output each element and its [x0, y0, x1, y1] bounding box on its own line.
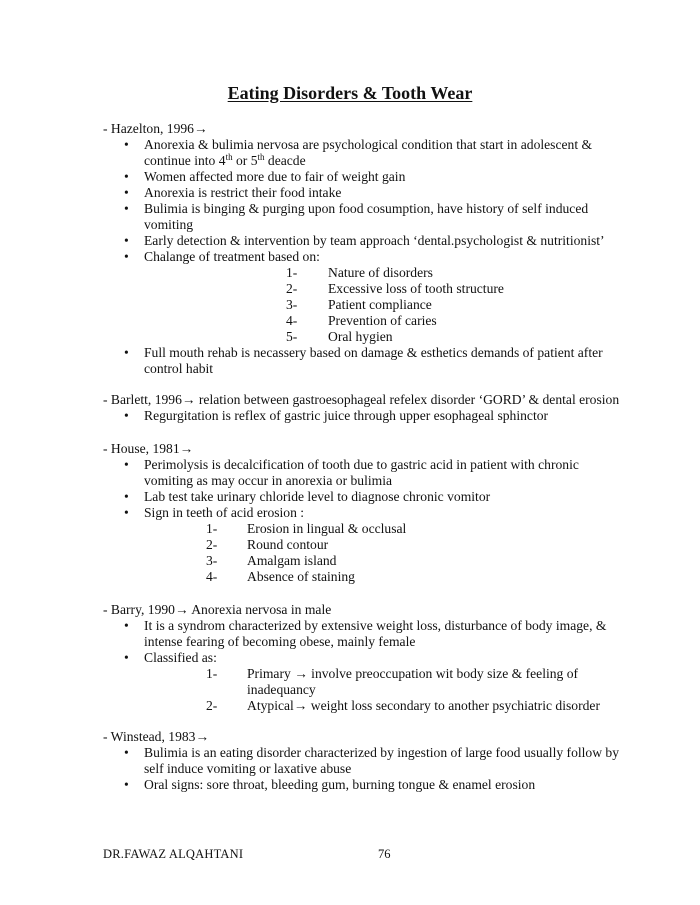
bullet-list	[103, 457, 623, 585]
bullet-item: • Bulimia is an eating disorder characterized by ingestion of large food usually follow by self induce vomiting or laxative abuse	[103, 745, 623, 777]
bullet-item: • It is a syndrom characterized by extensive weight loss, disturbance of body image, & intense fearing of becoming obese, mainly female	[103, 618, 623, 650]
page-number: 76	[378, 847, 391, 861]
bullet-item: • Lab test take urinary chloride level to diagnose chronic vomitor	[103, 489, 623, 505]
bullet-item: • Oral signs: sore throat, bleeding gum, burning tongue & enamel erosion	[103, 777, 623, 793]
bullet-item: • Regurgitation is reflex of gastric juice through upper esophageal sphinctor	[103, 408, 623, 424]
bullet-item: • Early detection & intervention by team approach ‘dental.psychologist & nutritionist’	[103, 233, 623, 249]
bullet-item: • Full mouth rehab is necassery based on damage & esthetics demands of patient after control habit	[103, 345, 623, 377]
numbered-item: 2- Excessive loss of tooth structure	[286, 281, 504, 296]
section-house	[103, 441, 623, 585]
numbered-item: 3- Patient compliance	[286, 297, 432, 312]
numbered-item: 1- Nature of disorders	[286, 265, 433, 280]
section-winstead	[103, 729, 623, 793]
section-heading: - Barlett, 1996→ relation between gastroesophageal refelex disorder ‘GORD’ & dental erosion	[103, 392, 620, 407]
numbered-item: 1- Erosion in lingual & occlusal	[206, 521, 407, 536]
page-body	[103, 121, 623, 808]
numbered-item: 2- Round contour	[206, 537, 329, 552]
numbered-item: 3- Amalgam island	[206, 553, 337, 568]
section-barlett	[103, 392, 623, 424]
bullet-item: • Chalange of treatment based on: 1- Nature of disorders 2- Excessive loss of tooth structure 3- Patient compliance 4- Prevention of caries 5- Oral hygien	[103, 249, 623, 345]
bullet-item: • Perimolysis is decalcification of tooth due to gastric acid in patient with chronic vomiting as may occur in anorexia or bulimia	[103, 457, 623, 489]
numbered-item: 4- Absence of staining	[206, 569, 355, 584]
numbered-item: 2- Atypical→ weight loss secondary to another psychiatric disorder	[206, 698, 600, 713]
numbered-list	[144, 265, 623, 345]
numbered-list	[144, 666, 623, 714]
bullet-item: • Classified as: 1- Primary → involve preoccupation wit body size & feeling of inadequancy 2- Atypical→ weight loss secondary to another psychiatric disorder	[103, 650, 623, 714]
footer-author: DR.FAWAZ ALQAHTANI	[103, 847, 244, 861]
numbered-list	[144, 521, 623, 585]
bullet-list	[103, 408, 623, 424]
bullet-item: • Bulimia is binging & purging upon food cosumption, have history of self induced vomiting	[103, 201, 623, 233]
section-heading: - Winstead, 1983→	[103, 729, 210, 744]
section-heading: - Hazelton, 1996→	[103, 121, 208, 136]
bullet-item: • Anorexia & bulimia nervosa are psychological condition that start in adolescent & continue into 4th or 5th deacde	[103, 137, 623, 169]
section-barry	[103, 602, 623, 714]
section-hazelton	[103, 121, 623, 377]
bullet-item: • Women affected more due to fair of weight gain	[103, 169, 623, 185]
bullet-list	[103, 618, 623, 714]
numbered-item: 4- Prevention of caries	[286, 313, 437, 328]
section-heading: - House, 1981→	[103, 441, 194, 456]
numbered-item: 1- Primary → involve preoccupation wit body size & feeling of inadequancy	[206, 666, 579, 697]
bullet-item: • Sign in teeth of acid erosion : 1- Erosion in lingual & occlusal 2- Round contour 3- Amalgam island 4- Absence of staining	[103, 505, 623, 585]
page-title: Eating Disorders & Tooth Wear	[227, 83, 473, 103]
bullet-item: • Anorexia is restrict their food intake	[103, 185, 623, 201]
bullet-list	[103, 137, 623, 377]
section-heading: - Barry, 1990→ Anorexia nervosa in male	[103, 602, 332, 617]
numbered-item: 5- Oral hygien	[286, 329, 393, 344]
bullet-list	[103, 745, 623, 793]
